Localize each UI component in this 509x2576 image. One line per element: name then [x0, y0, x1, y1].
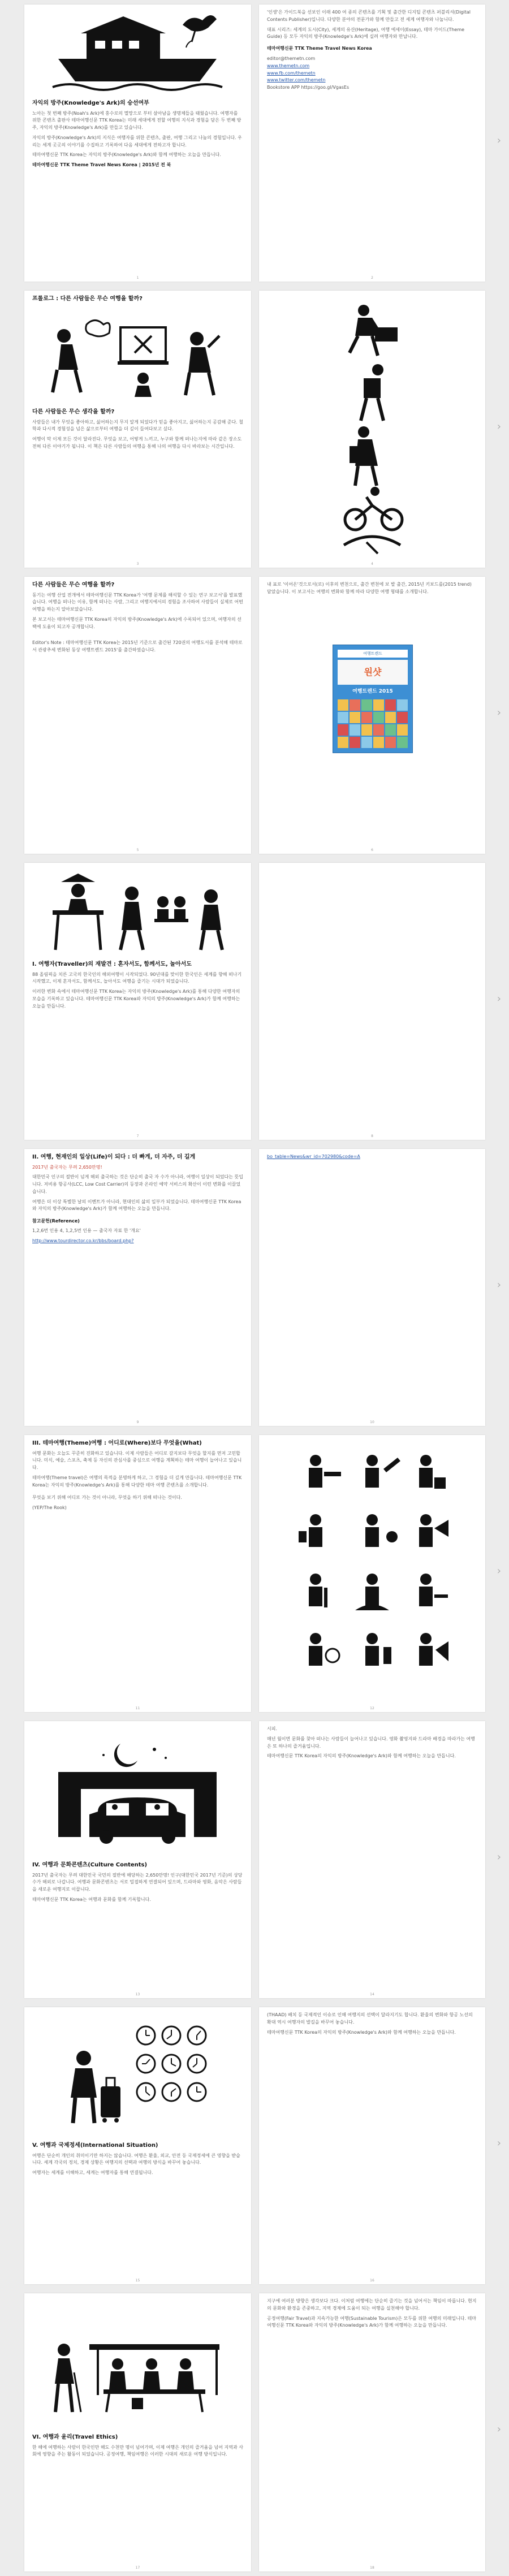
paragraph: 88 올림픽을 치른 고국의 한국인의 해외여행이 시작되었다. 90년대를 맞이한 한국인은 세계를 향해 떠나기 시작했고, 이제 혼자서도, 함께서도, 놀아서도 여행을 즐기는 시대가 되었습니다. — [32, 971, 242, 984]
next-page-arrow-icon[interactable]: › — [497, 1565, 501, 1577]
page-body — [24, 95, 251, 172]
travellers-together-illustration — [47, 871, 228, 953]
paragraph: 노아는 첫 번째 방주(Noah's Ark)에 홍수로의 멸망으로 부터 살아남을 생명체들을 태웠습니다. 여행자를 위한 콘텐츠 출판사 테마여행신문 TTK Korea는 미래 세대에게 전할 여행의 지식과 경험을 담은 두 번째 방주, 자익의 방주(Knowledge's Ark)를 만들고 있습니다. — [32, 110, 241, 131]
paragraph: 여행은 단순히 개인의 취미이기만 하지는 않습니다. 여행은 환율, 외교, 안전 등 국제정세에 큰 영향을 받습니다. 세계 각국의 정치, 경제 상황은 여행지의 선택과 여행의 방식을 바꾸어 놓습니다. — [32, 2153, 240, 2166]
spread-9 — [0, 2289, 509, 2576]
editor-note: Editor's Note : 테마여행신문 TTK Korea는 2015년 기준으로 출간된 720권의 여행도서를 분석해 테마로서 관광추세 변화된 동상 여행트렌드 2015'를 출간하였습니다. — [32, 640, 243, 653]
next-page-arrow-icon[interactable]: › — [497, 707, 501, 719]
reference-link-continued[interactable]: bo_table=News&wr_id=702980&code=A — [267, 1154, 360, 1159]
section-title: 다른 사람들은 무슨 여행을 할까? — [32, 582, 115, 588]
paragraph: 동기는 여행 산업 전개에서 테마여행신문 TTK Korea가 '여행 문제를 해석할 수 있는 연구 보고서'를 발표했습니다. 여행을 떠나는 이유, 함께 떠나는 사람, 그리고 여행지에서의 경험을 조사하여 사람들이 실제로 어떤 여행을 하는지 알아보았습니다. — [32, 592, 243, 612]
page-number: 6 — [371, 848, 373, 852]
traveller-figures-illustration — [333, 302, 412, 556]
facebook-link[interactable]: www.fb.com/themetn — [267, 70, 316, 76]
page-number: 5 — [136, 848, 139, 852]
paragraph: 여행 문화는 오늘도 꾸준히 진화하고 있습니다. 이제 사람들은 어디로 갈지보다 무엇을 할지를 먼저 고민합니다. 미식, 예술, 스포츠, 축제 등 자신의 관심사를 중심으로 여행을 계획하는 테마 여행이 늘어나고 있습니다. — [32, 1450, 242, 1471]
paragraph: 자익의 방주(Knowledge's Ark)의 지식은 여행자를 위한 콘텐츠, 출판, 여행 그리고 나눔의 경험입니다. 우리는 세계 곳곳의 이야기를 수집하고 기록하여 다음 세대에게 전하고자 합니다. — [32, 135, 242, 148]
page-body — [259, 2007, 485, 2036]
paragraph: '인생'은 가이드북을 선보인 이래 400 여 종의 콘텐츠를 기획 및 출간한 디지털 콘텐츠 퍼블리셔(Digital Contents Publisher)입니다. 다양한 분야의 전문가와 함께 만들고 전 세계 여행자와 나눕니다. — [267, 10, 471, 22]
page-number: 17 — [135, 2566, 140, 2570]
page-left — [24, 1721, 251, 1998]
paragraph: 테마여행(Theme travel)은 여행의 목적을 분명하게 하고, 그 경험을 더 깊게 만듭니다. 테마여행신문 TTK Korea는 자익의 방주(Knowledge's Ark)를 통해 다양한 테마 여행 콘텐츠를 소개합니다. — [32, 1475, 242, 1488]
paragraph: 이러한 변화 속에서 테마여행신문 TTK Korea는 자익의 방주(Knowledge's Ark)를 통해 다양한 여행자의 모습을 기록하고 있습니다. 테마여행신문 TTK Korea와 자익의 방주(Knowledge's Ark)가 함께 여행하는 오늘을 만듭니다. — [32, 989, 240, 1009]
paragraph: 테마여행신문 TTK Korea의 자익의 방주(Knowledge's Ark)와 함께 여행하는 오늘을 만듭니다. — [267, 2029, 456, 2035]
website-link[interactable]: www.themetn.com — [267, 63, 310, 68]
quote-author: (YEP/The Rook) — [32, 1505, 67, 1511]
bookstore-app-link[interactable]: Bookstore APP https://goo.gl/VgasEs — [267, 85, 350, 90]
page-number: 2 — [371, 276, 373, 280]
page-left — [24, 1149, 251, 1426]
paragraph: 여행은 더 이상 특별한 날의 이벤트가 아니라, 현대인의 삶의 일부가 되었습니다. 테마여행신문 TTK Korea와 자익의 방주(Knowledge's Ark)가 함께 여행하는 오늘을 만듭니다. — [32, 1199, 241, 1212]
page-right — [259, 1149, 485, 1426]
paragraph: 한 해에 여행하는 사람이 한국인만 해도 수천만 명이 넘어가며, 이제 여행은 개인의 즐거움을 넘어 지역과 사회에 영향을 주는 활동이 되었습니다. 공정여행, 책임여행은 이러한 시대의 새로운 여행 방식입니다. — [32, 2444, 243, 2457]
page-right — [259, 863, 485, 1140]
chapter-title: I. 여행자(Traveller)의 재발견 : 혼자서도, 함께서도, 놀아서도 — [32, 961, 192, 967]
next-page-arrow-icon[interactable]: › — [497, 1851, 501, 1863]
page-number: 3 — [136, 562, 139, 566]
reference-entry: 1,2,6번 인용 4, 1,2,5번 인용 — 출국자 자료 한 '개요' — [32, 1228, 141, 1234]
book-cover-hangul: 원샷 — [338, 660, 408, 685]
page-body — [24, 1149, 251, 1245]
next-page-arrow-icon[interactable]: › — [497, 2137, 501, 2149]
page-right — [259, 1435, 485, 1712]
page-number: 15 — [135, 2279, 140, 2283]
paragraph: 매년 월이면 문화를 찾아 떠나는 사람들이 늘어나고 있습니다. 영화 촬영지와 드라마 배경을 따라가는 여행은 또 하나의 즐거움입니다. — [267, 1736, 475, 1749]
page-body — [24, 577, 251, 654]
spread-2 — [0, 286, 509, 572]
page-right — [259, 5, 485, 282]
section-subtitle: 다른 사람들은 무슨 생각을 할까? — [32, 409, 115, 415]
page-body — [259, 1149, 485, 1161]
spread-6 — [0, 1430, 509, 1717]
page-right — [259, 1721, 485, 1998]
spread-1 — [0, 0, 509, 286]
page-right — [259, 2007, 485, 2284]
chapter-title: VI. 여행과 윤리(Travel Ethics) — [32, 2434, 118, 2440]
paragraph: (THAAD) 배치 등 국제적인 이슈로 인해 여행지의 선택이 달라지기도 합니다. 환율의 변화와 항공 노선의 확대 역시 여행자의 발길을 바꾸어 놓습니다. — [267, 2012, 473, 2025]
paragraph: 여행자는 세계를 이해하고, 세계는 여행자를 통해 연결됩니다. — [32, 2170, 153, 2176]
publisher-name: 테마여행신문 TTK Theme Travel News Korea — [267, 46, 372, 51]
page-number: 9 — [136, 1420, 139, 1424]
page-body — [24, 1857, 251, 1907]
page-body — [259, 2293, 485, 2329]
reference-link[interactable]: http://www.tourdirector.co.kr/bbs/board.php? — [32, 1238, 134, 1243]
book-cover-title: 여행트렌드 2015 — [352, 689, 393, 694]
page-left — [24, 5, 251, 282]
paragraph: 본 보고서는 테마여행신문 TTK Korea의 자익의 방주(Knowledge's Ark)에 수록되어 있으며, 여행자의 선택에 도움이 되고자 공개합니다. — [32, 616, 241, 629]
paragraph: 테마여행신문 TTK Korea는 여행과 문화를 함께 기록합니다. — [32, 1896, 151, 1902]
paragraph: 테마여행신문 TTK Korea는 자익의 방주(Knowledge's Ark)와 함께 여행하는 오늘을 만듭니다. — [32, 152, 221, 158]
page-title: 자익의 방주(Knowledge's Ark)의 승선여부 — [32, 100, 149, 106]
page-left — [24, 1435, 251, 1712]
page-number: 8 — [371, 1134, 373, 1138]
airport-traveller-clocks-illustration — [53, 2019, 222, 2126]
page-left — [24, 863, 251, 1140]
email-link[interactable]: editor@themetn.com — [267, 55, 316, 61]
next-page-arrow-icon[interactable]: › — [497, 421, 501, 433]
prologue-title: 프롤로그 : 다른 사람들은 무슨 여행을 할까? — [32, 296, 143, 302]
page-body — [259, 5, 485, 92]
paragraph: 내 표로 '이어온'것으로서(로) 이후의 변천으로, 출간 변천에 보 발 출간, 2015년 키보드를(2015 trend) 담았습니다. 이 보고서는 여행의 변화와 함께 따라 다양한 여행 형태를 소개합니다. — [267, 582, 472, 594]
page-number: 11 — [135, 1706, 140, 1710]
page-number: 18 — [370, 2566, 374, 2570]
page-number: 1 — [136, 276, 139, 280]
page-body — [24, 956, 251, 1013]
quote: 무엇을 보기 위해 어디로 가는 것이 아니라, 무엇을 하기 위해 떠나는 것이다. — [32, 1495, 182, 1501]
theme-activities-icon-grid — [293, 1446, 451, 1701]
page-body — [259, 1721, 485, 1760]
page-body — [24, 2137, 251, 2180]
page-body-lower — [24, 404, 251, 453]
spread-7 — [0, 1717, 509, 2003]
spread-4 — [0, 858, 509, 1144]
spread-5 — [0, 1144, 509, 1430]
paragraph: 대한민국 인구의 절반이 넘게 해외 출국하는 것은 단순히 출국 자 수가 아니라, 여행이 일상이 되었다는 뜻입니다. 저비용 항공사(LCC, Low Cost Carrier)의 등장과 온라인 예약 서비스의 확산이 이런 변화를 이끌었습니다. — [32, 1174, 243, 1194]
twitter-link[interactable]: www.twitter.com/themetn — [267, 77, 326, 83]
next-page-arrow-icon[interactable]: › — [497, 2423, 501, 2435]
next-page-arrow-icon[interactable]: › — [497, 1279, 501, 1291]
reference-heading: 참고문헌(Reference) — [32, 1218, 80, 1224]
page-number: 7 — [136, 1134, 139, 1138]
page-right — [259, 2293, 485, 2571]
page-left — [24, 2293, 251, 2571]
chapter-title: IV. 여행과 문화콘텐츠(Culture Contents) — [32, 1862, 148, 1868]
paragraph-lead: 시피. — [267, 1726, 277, 1731]
page-number: 4 — [371, 562, 373, 566]
book-cover-top-label: 여행트렌드 — [338, 650, 408, 658]
paragraph: 공정여행(Fair Travel)과 지속가능한 여행(Sustainable Tourism)은 모두를 위한 여행의 미래입니다. 테마여행신문 TTK Korea와 자익의 방주(Knowledge's Ark)가 함께 여행하는 오늘을 만듭니다. — [267, 2315, 477, 2328]
page-body — [24, 291, 251, 303]
page-left — [24, 2007, 251, 2284]
page-right — [259, 291, 485, 568]
noah-ark-illustration — [47, 8, 228, 93]
page-body — [259, 577, 485, 596]
chapter-title: III. 테마여행(Theme)여행 : 어디로(Where)보다 무엇을(What) — [32, 1440, 202, 1446]
page-number: 14 — [370, 1992, 374, 1996]
page-left — [24, 291, 251, 568]
next-page-arrow-icon[interactable]: › — [497, 993, 501, 1005]
paragraph: 대표 시리즈: 세계의 도시(City), 세계의 유산(Heritage), 여행 에세이(Essay), 테마 가이드(Theme Guide) 등 모두 자익의 방주(Knowledge's Ark)에 실려 여행자와 만납니다. — [267, 27, 465, 40]
lead-statement: 2017년 출국자는 무려 2,650만명! — [32, 1164, 102, 1170]
page-left — [24, 577, 251, 854]
book-cover-thumbnail-grid — [338, 699, 408, 748]
paragraph: 사람들은 내가 무엇을 좋아하고, 싫어하는지 무지 알게 되었다가 믿을 좋아지고, 싫어하는지 공감해 준다. 철학과 다시적 경험성을 넘은 삶으로부터 여행을 더 깊이 들여다보고 싶다. — [32, 419, 243, 432]
page-number: 10 — [370, 1420, 374, 1424]
spread-8 — [0, 2003, 509, 2289]
page-number: 12 — [370, 1706, 374, 1710]
page-body — [24, 2429, 251, 2461]
paragraph: 지구에 여러분 방향은 생각보다 크다. 이처럼 여행에는 단순히 즐기는 것을 넘어서는 책임이 따릅니다. 현지의 문화와 환경을 존중하고, 지역 경제에 도움이 되는 여행을 실천해야 합니다. — [267, 2298, 477, 2311]
paragraph: 여행이 막 이제 모든 것이 달라진다. 무엇을 보고, 어떻게 느끼고, 누구와 함께 떠나는지에 따라 같은 장소도 전혀 다른 이야기가 됩니다. 이 책은 다른 사람들의 여행을 통해 나의 여행을 다시 바라보는 시간입니다. — [32, 436, 242, 449]
chapter-title: II. 여행, 현재인의 일상(Life)이 되다 : 더 빠게, 더 자주, 더 길게 — [32, 1154, 196, 1160]
page-number: 13 — [135, 1992, 140, 1996]
page-right — [259, 577, 485, 854]
paragraph: 2017년 출국자는 무려 대한민국 국민의 절반에 해당하는 2,650만명! 인구(대한민국 2017년 기준)의 상당수가 해외로 나갑니다. 여행과 문화콘텐츠는 서로 밀접하게 연결되어 있으며, 드라마와 영화, 음악은 사람들을 새로운 여행지로 이끕니다. — [32, 1872, 243, 1892]
page-body — [24, 1435, 251, 1512]
chapter-title: V. 여행과 국제정세(International Situation) — [32, 2142, 158, 2149]
waiting-travellers-illustration — [47, 2310, 228, 2418]
page-number: 16 — [370, 2279, 374, 2283]
spread-3 — [0, 572, 509, 858]
signature-line: 테마여행신문 TTK Theme Travel News Korea | 2015년 전 북 — [32, 162, 171, 168]
next-page-arrow-icon[interactable]: › — [497, 135, 501, 146]
drive-in-cinema-illustration — [53, 1738, 222, 1845]
paragraph: 테마여행신문 TTK Korea의 자익의 방주(Knowledge's Ark)와 함께 여행하는 오늘을 만듭니다. — [267, 1753, 456, 1759]
book-cover[interactable] — [333, 645, 413, 753]
thinking-people-illustration — [47, 313, 228, 398]
